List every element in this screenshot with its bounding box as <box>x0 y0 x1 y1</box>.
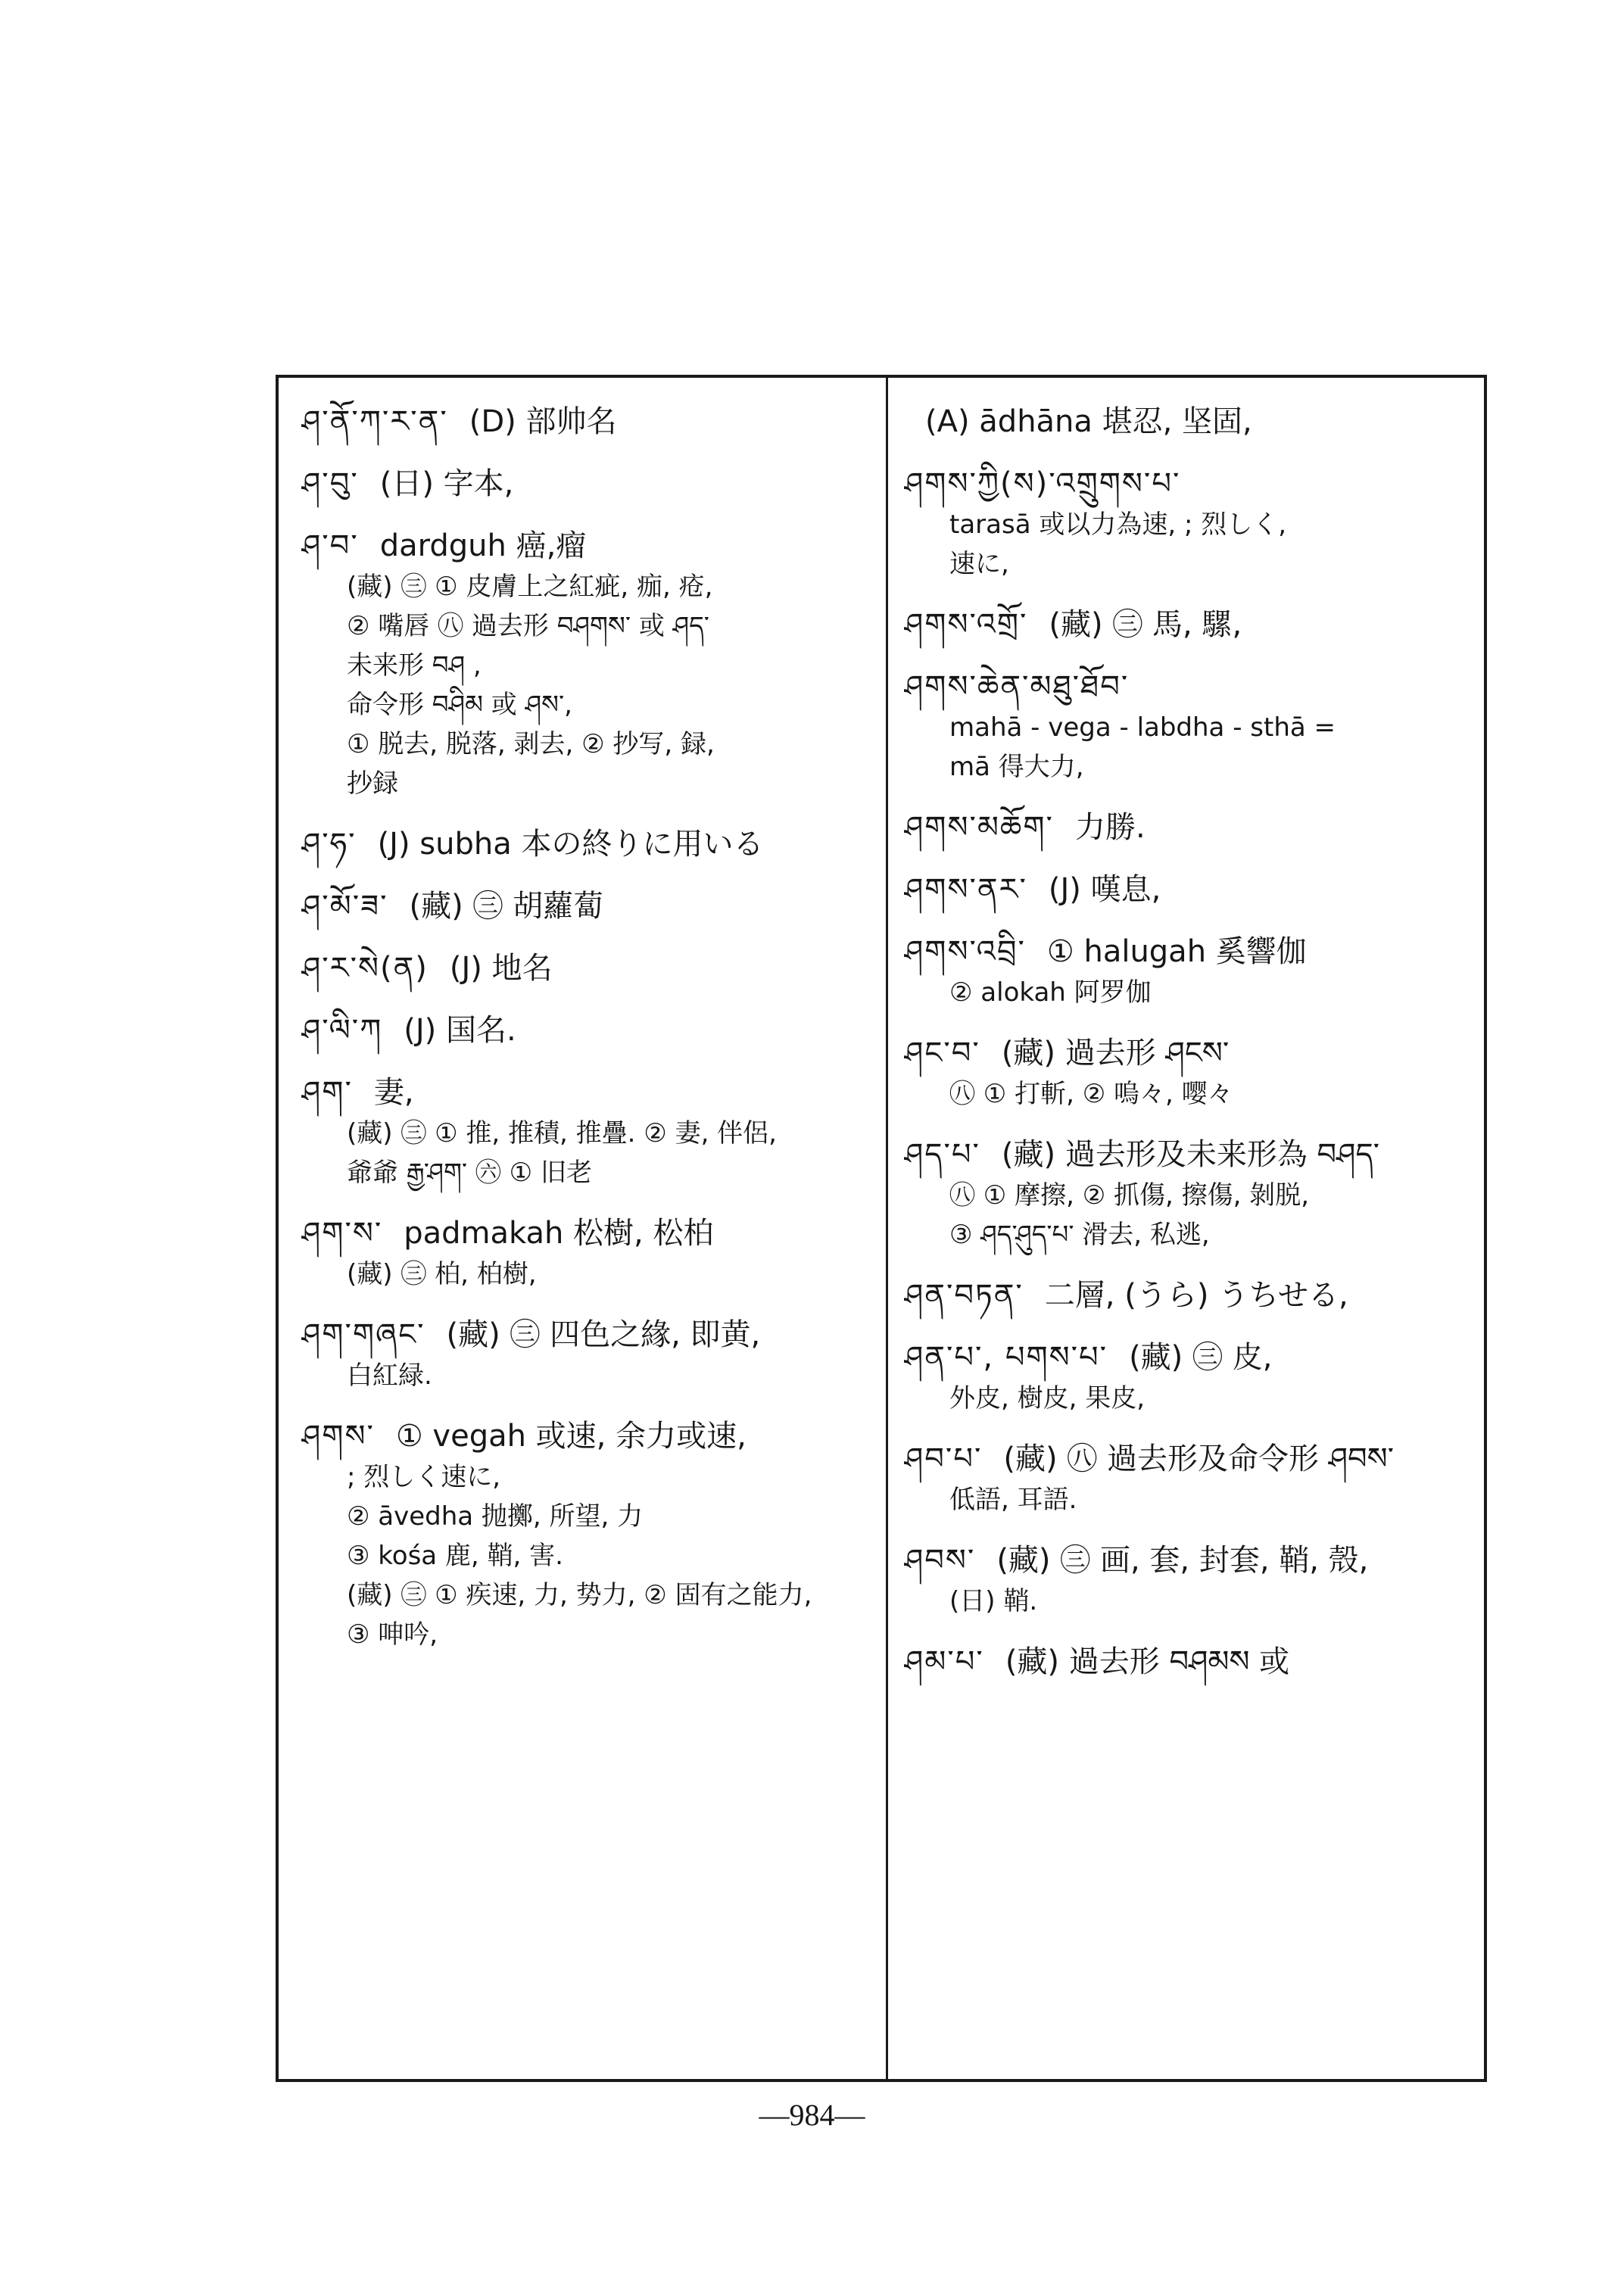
entry-gloss: (J) 嘆息, <box>1048 872 1161 907</box>
entry-head <box>301 1071 862 1114</box>
dictionary-entry <box>301 401 862 443</box>
entry-headword: ཤག་ <box>301 1075 353 1110</box>
entry-definition-line: (藏) ㊂ ① 疾速, 力, 势力, ② 固有之能力, <box>347 1580 812 1610</box>
dictionary-entry <box>904 1438 1464 1519</box>
dictionary-entry <box>904 930 1464 1012</box>
entry-gloss: (藏) 過去形 ཤངས་ <box>1001 1036 1230 1071</box>
entry-head <box>904 665 1464 708</box>
entry-gloss: (D) 部帅名 <box>469 404 617 439</box>
entry-gloss: (J) 国名. <box>404 1013 516 1048</box>
entry-head <box>301 463 862 505</box>
entry-headword: ཤ་ར་སེ(ན) <box>301 951 429 986</box>
entry-headword: ཤགས་ <box>301 1419 375 1454</box>
entry-definition-line: mahā - vega - labdha - sthā = <box>949 712 1336 743</box>
entry-head <box>904 401 1464 443</box>
entry-head <box>904 1133 1464 1176</box>
entry-definition-line: 低語, 耳語. <box>949 1485 1077 1515</box>
dictionary-entry <box>904 868 1464 911</box>
entry-headword: ཤགས་ནར་ <box>904 872 1027 907</box>
entry-head <box>301 947 862 990</box>
entry-gloss: (藏) ㊂ 馬, 騾, <box>1049 607 1242 642</box>
entry-head <box>301 1314 862 1356</box>
entry-headword: ཤག་ས་ <box>301 1216 383 1251</box>
entry-gloss: (J) subha 本の終りに用いる <box>377 827 764 862</box>
entry-head <box>904 930 1464 973</box>
dictionary-entry <box>904 806 1464 849</box>
dictionary-entry <box>301 823 862 865</box>
dictionary-entry <box>904 401 1464 443</box>
entry-gloss: (A) ādhāna 堪忍, 坚固, <box>925 404 1252 439</box>
column-divider <box>886 378 888 2079</box>
dictionary-entry <box>301 1071 862 1192</box>
entry-head <box>301 525 862 567</box>
entry-definition-line: tarasā 或以力為速, ; 烈しく, <box>949 510 1287 540</box>
entry-gloss: (日) 字本, <box>379 466 514 501</box>
entry-definition-line: ㊇ ① 打斬, ② 嗚々, 嘤々 <box>949 1079 1233 1109</box>
entry-definition-line: ② 嘴唇 ㊇ 過去形 བཤགས་ 或 ཤད་ <box>347 611 709 641</box>
entry-head <box>904 603 1464 646</box>
entry-head <box>301 823 862 865</box>
dictionary-entry <box>904 1274 1464 1317</box>
entry-gloss: (藏) 過去形 བཤམས 或 <box>1005 1644 1290 1679</box>
entry-head <box>904 868 1464 911</box>
entry-headword: ཤགས་མཆོག་ <box>904 810 1054 845</box>
entry-head <box>904 1641 1464 1683</box>
entry-definition-line: ③ 呻吟, <box>347 1619 438 1650</box>
page-number: —984— <box>759 2098 865 2132</box>
entry-definition-line: (藏) ㊂ 柏, 柏樹, <box>347 1259 537 1289</box>
entry-head <box>904 1274 1464 1317</box>
entry-headword: ཤན་བཏན་ <box>904 1278 1024 1313</box>
entry-definition-line: 爺爺 རྒྱ་ཤག་ ㊅ ① 旧老 <box>347 1158 592 1188</box>
entry-head <box>301 885 862 927</box>
entry-gloss: (J) 地名 <box>449 951 553 986</box>
left-column <box>301 401 862 2056</box>
entry-headword: ཤ་མོ་ཟ་ <box>301 889 388 924</box>
entry-gloss: padmakah 松樹, 松柏 <box>404 1216 714 1251</box>
entry-head <box>904 806 1464 849</box>
entry-head <box>301 401 862 443</box>
entry-head <box>904 1438 1464 1480</box>
entry-headword: ཤགས་ཆེན་མཐུ་ཐོབ་ <box>904 669 1130 704</box>
entry-headword: ཤན་པ་, པགས་པ་ <box>904 1340 1108 1375</box>
dictionary-entry <box>904 665 1464 787</box>
entry-headword: ཤད་པ་ <box>904 1137 980 1172</box>
dictionary-entry <box>904 463 1464 584</box>
entry-definition-line: 外皮, 樹皮, 果皮, <box>949 1383 1146 1413</box>
entry-gloss: 妻, <box>373 1075 414 1110</box>
entry-definition-line: 命令形 བཤིམ 或 ཤས་, <box>347 690 572 720</box>
entry-gloss: (藏) ㊂ 皮, <box>1129 1340 1273 1375</box>
entry-head <box>301 1009 862 1052</box>
dictionary-page-frame <box>276 375 1487 2082</box>
entry-headword: ཤགས་འགྲོ་ <box>904 607 1028 642</box>
entry-headword: ཤབས་ <box>904 1543 976 1578</box>
entry-head <box>904 1539 1464 1582</box>
dictionary-entry <box>301 1314 862 1395</box>
dictionary-entry <box>301 1415 862 1654</box>
entry-definition-line: ① 脱去, 脱落, 剥去, ② 抄写, 録, <box>347 729 715 759</box>
entry-headword: ཤགས་ཀྱི(ས)་འགྲུགས་པ་ <box>904 466 1181 501</box>
entry-head <box>301 1415 862 1457</box>
entry-gloss: 二層, (うら) うちせる, <box>1044 1278 1348 1313</box>
entry-head <box>904 1336 1464 1379</box>
entry-gloss: ① vegah 或速, 余力或速, <box>395 1419 747 1454</box>
entry-definition-line: 白紅緑. <box>347 1361 432 1391</box>
entry-headword: ཤགས་འབྲི་ <box>904 934 1026 969</box>
dictionary-entry <box>301 463 862 505</box>
dictionary-entry <box>904 1336 1464 1418</box>
dictionary-entry <box>301 947 862 990</box>
entry-headword: ཤམ་པ་ <box>904 1644 984 1679</box>
entry-definition-line: (藏) ㊂ ① 推, 推積, 推疊. ② 妻, 伴侶, <box>347 1118 777 1149</box>
right-column <box>904 401 1464 2056</box>
entry-definition-line: ; 烈しく速に, <box>347 1462 501 1492</box>
entry-definition-line: (日) 鞘. <box>949 1586 1038 1616</box>
entry-definition-line: mā 得大力, <box>949 752 1084 782</box>
entry-gloss: (藏) ㊂ 胡蘿蔔 <box>409 889 604 924</box>
entry-definition-line: (藏) ㊂ ① 皮膚上之紅疵, 痂, 疮, <box>347 572 713 602</box>
dictionary-entry <box>904 1133 1464 1255</box>
entry-gloss: dardguh 癌,瘤 <box>379 528 587 563</box>
entry-gloss: (藏) ㊇ 過去形及命令形 ཤབས་ <box>1003 1442 1395 1476</box>
entry-headword: ཤ་ནོ་ཀ་ར་ན་ <box>301 404 448 439</box>
entry-gloss: (藏) ㊂ 画, 套, 封套, 鞘, 殼, <box>996 1543 1369 1578</box>
dictionary-entry <box>301 525 862 803</box>
entry-gloss: 力勝. <box>1074 810 1146 845</box>
entry-definition-line: 未来形 བཤ , <box>347 650 482 681</box>
entry-headword: ཤག་གཞང་ <box>301 1317 425 1352</box>
entry-definition-line: 速に, <box>949 549 1009 579</box>
entry-headword: ཤ་བ་ <box>301 528 359 563</box>
entry-headword: ཤ་བུ་ <box>301 466 359 501</box>
entry-gloss: (藏) 過去形及未来形為 བཤད་ <box>1001 1137 1380 1172</box>
entry-definition-line: 抄録 <box>347 768 398 799</box>
entry-headword: ཤ་ཧ་ <box>301 827 357 862</box>
entry-head <box>904 1032 1464 1074</box>
dictionary-entry <box>301 885 862 927</box>
entry-gloss: ① halugah 奚響伽 <box>1046 934 1307 969</box>
dictionary-entry <box>301 1009 862 1052</box>
entry-headword: ཤ་ལི་ཀ <box>301 1013 383 1048</box>
dictionary-entry <box>904 1032 1464 1114</box>
dictionary-entry <box>904 603 1464 646</box>
dictionary-entry <box>904 1539 1464 1621</box>
entry-gloss: (藏) ㊂ 四色之緣, 即黄, <box>446 1317 761 1352</box>
dictionary-entry <box>301 1212 862 1294</box>
entry-definition-line: ② āvedha 抛擲, 所望, 力 <box>347 1501 644 1532</box>
entry-head <box>904 463 1464 505</box>
entry-headword: ཤང་བ་ <box>904 1036 980 1071</box>
entry-head <box>301 1212 862 1255</box>
entry-headword: ཤབ་པ་ <box>904 1442 983 1476</box>
entry-definition-line: ㊇ ① 摩擦, ② 抓傷, 擦傷, 剝脱, <box>949 1180 1310 1211</box>
entry-definition-line: ③ ཤད་ཤུད་པ་ 滑去, 私逃, <box>949 1220 1210 1250</box>
dictionary-entry <box>904 1641 1464 1683</box>
entry-definition-line: ③ kośa 鹿, 鞘, 害. <box>347 1541 563 1571</box>
entry-definition-line: ② alokah 阿罗伽 <box>949 977 1152 1008</box>
